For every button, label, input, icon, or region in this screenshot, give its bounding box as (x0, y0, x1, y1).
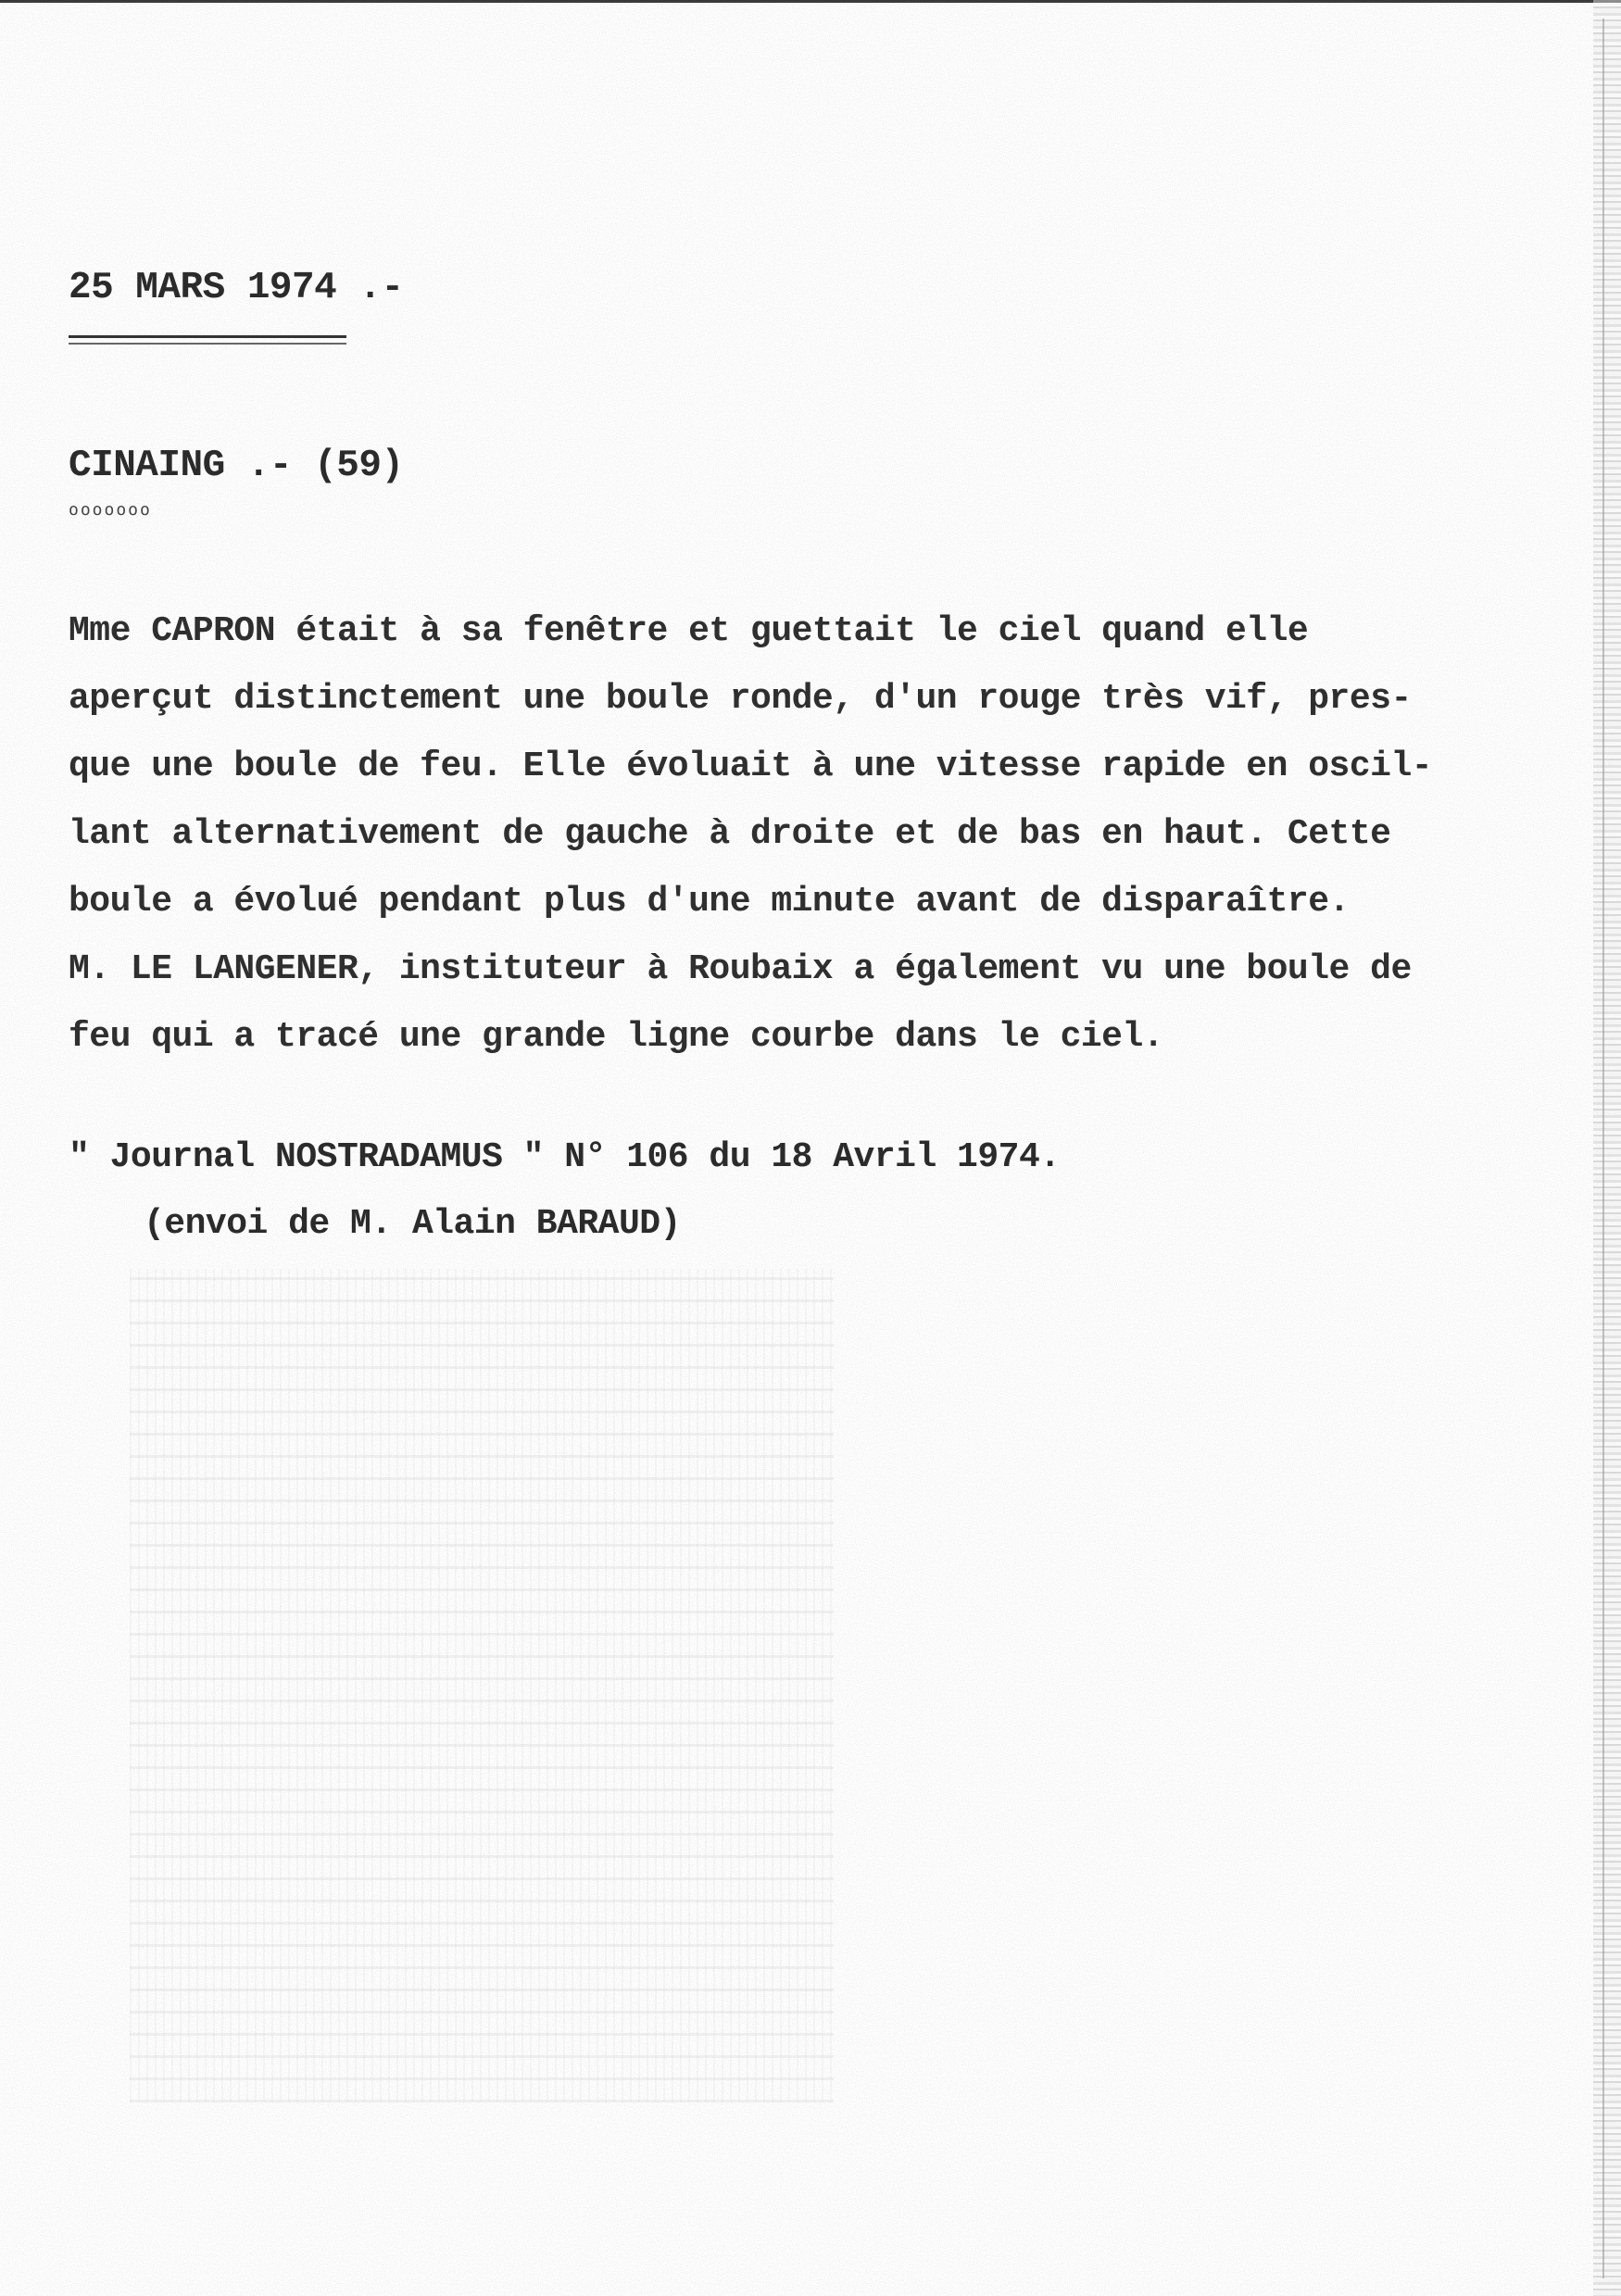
source-citation: " Journal NOSTRADAMUS " N° 106 du 18 Avril 1974. (69, 1137, 1061, 1177)
report-location: CINAING .- (59) (69, 445, 404, 487)
paragraph-line: M. LE LANGENER, instituteur à Roubaix a également vu une boule de (69, 949, 1412, 989)
paragraph-line: boule a évolué pendant plus d'une minute avant de disparaître. (69, 882, 1350, 922)
paragraph-line: aperçut distinctement une boule ronde, d'un rouge très vif, pres- (69, 679, 1412, 719)
paragraph-line: que une boule de feu. Elle évoluait à une vitesse rapide en oscil- (69, 747, 1433, 786)
paragraph-line: lant alternativement de gauche à droite et de bas en haut. Cette (69, 814, 1391, 854)
edge-rule (1602, 19, 1604, 2278)
location-underline: ooooooo (69, 500, 152, 520)
date-underline (69, 335, 346, 338)
top-border (0, 0, 1621, 3)
report-date: 25 MARS 1974 .- (69, 267, 404, 309)
paragraph-line: feu qui a tracé une grande ligne courbe dans le ciel. (69, 1017, 1164, 1057)
bleed-through-text (130, 1269, 834, 2102)
paragraph-line: Mme CAPRON était à sa fenêtre et guettait le ciel quand elle (69, 611, 1309, 651)
page-edge (1593, 0, 1621, 2296)
date-underline-secondary (69, 343, 346, 345)
source-credit: (envoi de M. Alain BARAUD) (144, 1204, 681, 1244)
